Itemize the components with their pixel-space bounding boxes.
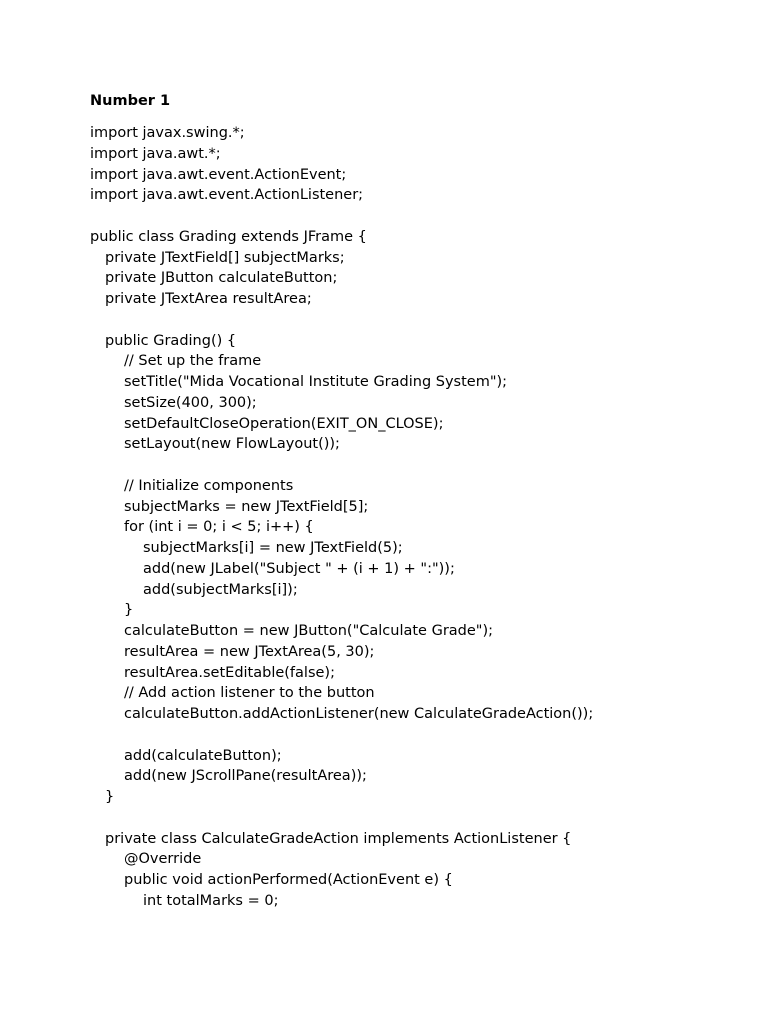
code-line: resultArea.setEditable(false); (124, 664, 335, 681)
code-line: setTitle("Mida Vocational Institute Grading System"); (124, 374, 508, 390)
blank-line (90, 455, 593, 476)
code-line: public class Grading extends JFrame { (90, 228, 367, 245)
code-line: add(calculateButton); (124, 747, 282, 764)
code-line: setLayout(new FlowLayout()); (124, 436, 340, 453)
code-line: calculateButton.addActionListener(new CalculateGradeAction()); (124, 706, 594, 722)
code-line: resultArea = new JTextArea(5, 30); (124, 643, 375, 660)
code-line: for (int i = 0; i < 5; i++) { (124, 519, 314, 536)
code-line: int totalMarks = 0; (143, 892, 279, 909)
code-line: // Set up the frame (124, 353, 262, 370)
code-line: private class CalculateGradeAction implements ActionListener { (105, 830, 572, 847)
code-line: subjectMarks[i] = new JTextField(5); (143, 540, 403, 556)
code-line: import javax.swing.*; (90, 125, 245, 141)
code-line: private JTextArea resultArea; (105, 291, 312, 307)
code-line: private JTextField[] subjectMarks; (105, 249, 345, 266)
code-listing (90, 123, 593, 912)
code-line: import java.awt.event.ActionListener; (90, 187, 364, 204)
blank-line (90, 808, 593, 829)
code-line: setDefaultCloseOperation(EXIT_ON_CLOSE); (124, 415, 444, 432)
code-line: calculateButton = new JButton("Calculate Grade"); (124, 623, 494, 639)
code-line: } (105, 789, 115, 805)
code-line: import java.awt.*; (90, 145, 221, 162)
code-line: // Initialize components (124, 477, 294, 494)
code-line: public Grading() { (105, 332, 237, 349)
code-line: add(subjectMarks[i]); (143, 581, 298, 598)
blank-line (90, 206, 593, 227)
code-line: import java.awt.event.ActionEvent; (90, 166, 347, 183)
code-line: } (124, 602, 134, 619)
code-line: add(new JScrollPane(resultArea)); (124, 768, 367, 785)
code-line: subjectMarks = new JTextField[5]; (124, 498, 369, 515)
blank-line (90, 725, 593, 746)
document-heading: Number 1 (90, 93, 171, 109)
code-line: setSize(400, 300); (124, 394, 257, 411)
code-line: public void actionPerformed(ActionEvent e) { (124, 872, 453, 888)
code-line: add(new JLabel("Subject " + (i + 1) + ":")); (143, 560, 455, 577)
code-line: @Override (124, 851, 202, 868)
blank-line (90, 310, 593, 331)
code-line: // Add action listener to the button (124, 685, 375, 702)
code-line: private JButton calculateButton; (105, 270, 338, 287)
